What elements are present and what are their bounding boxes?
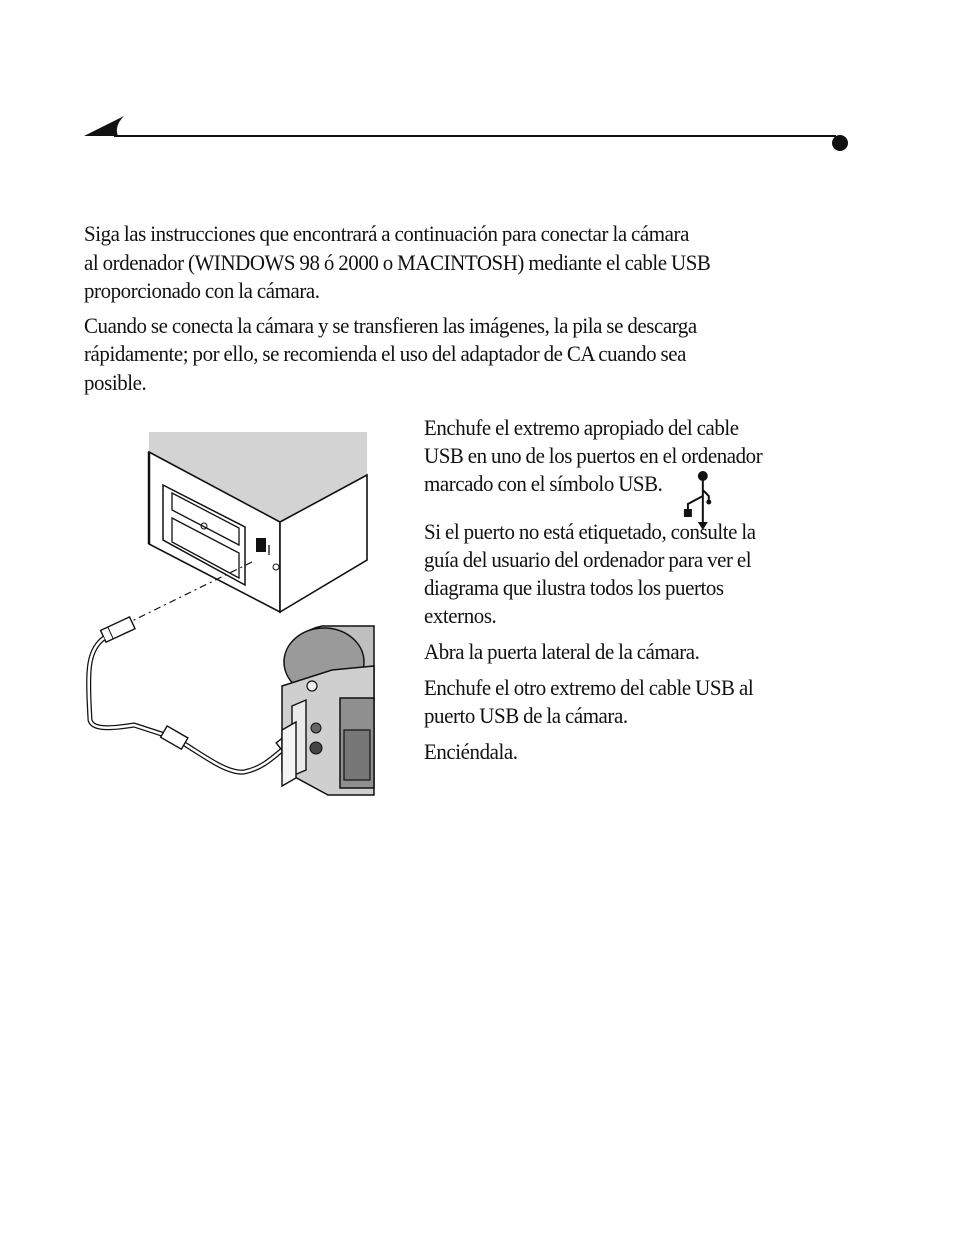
intro-text xyxy=(84,220,854,403)
step-1-note: Si el puerto no está etiquetado, consulte la guía del usuario del ordenador para ver el diagrama que ilustra todos los puertos externos. xyxy=(424,519,756,628)
step-1: Enchufe el extremo apropiado del cable USB en uno de los puertos en el ordenador marcado con el símbolo USB. xyxy=(424,414,824,498)
steps xyxy=(424,414,854,774)
step-3: Enchufe el otro extremo del cable USB al puerto USB de la cámara. xyxy=(424,675,754,728)
step-2: Abra la puerta lateral de la cámara. xyxy=(424,639,700,664)
intro-paragraph-1: Siga las instrucciones que encontrará a continuación para conectar la cámara al ordenador (WINDOWS 98 ó 2000 o MACINTOSH) mediante el cable USB proporcionado con la cámara. xyxy=(84,221,711,303)
step-4: Enciéndala. xyxy=(424,739,518,764)
header-rule xyxy=(84,112,854,152)
usb-connection-illustration xyxy=(84,430,376,800)
intro-paragraph-2: Cuando se conecta la cámara y se transfieren las imágenes, la pila se descarga rápidamente; por ello, se recomienda el uso del adaptador de CA cuando sea posible. xyxy=(84,312,697,395)
